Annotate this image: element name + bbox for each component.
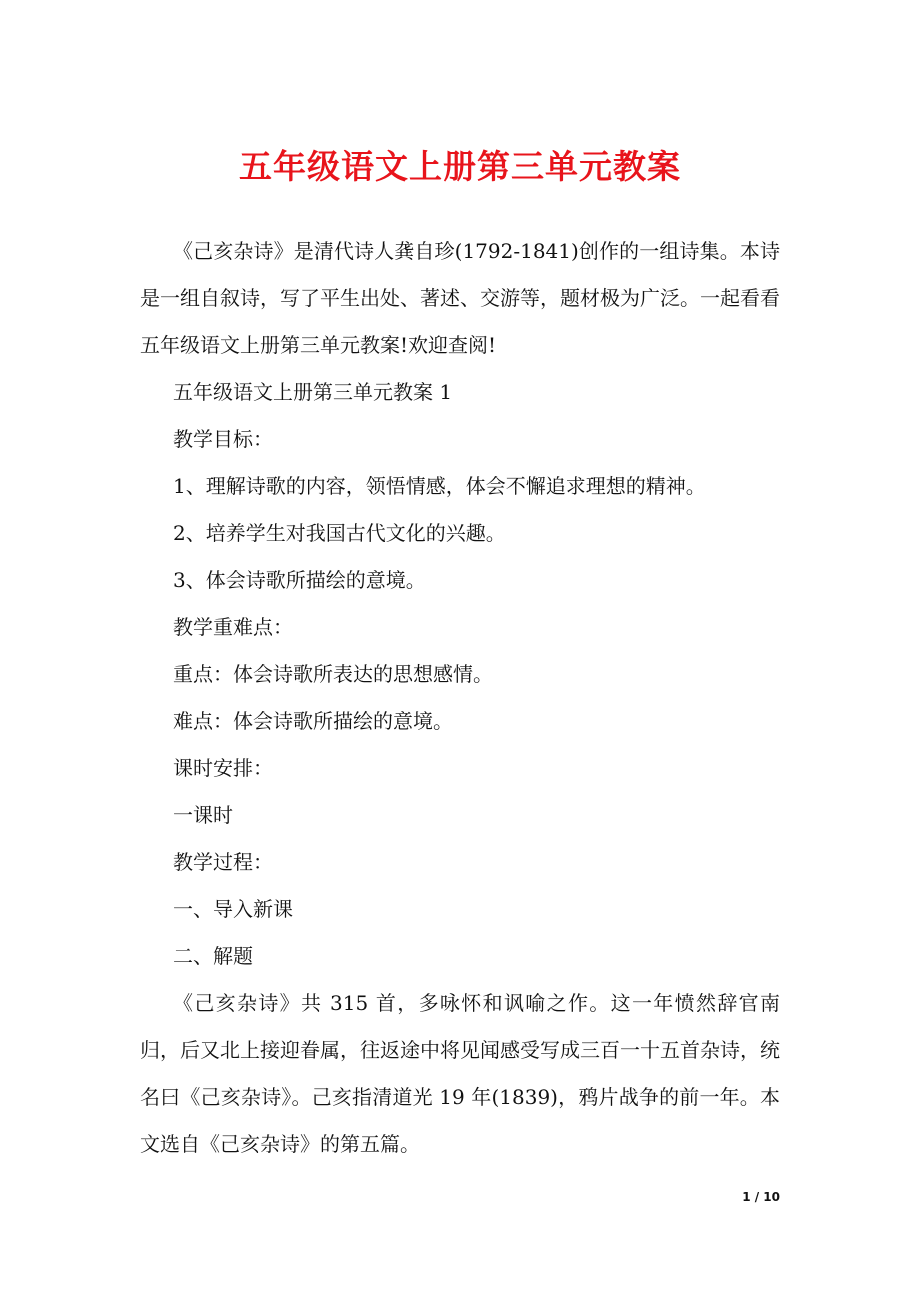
- intro-paragraph: 《己亥杂诗》是清代诗人龚自珍(1792-1841)创作的一组诗集。本诗是一组自叙诗，写了平生出处、著述、交游等，题材极为广泛。一起看看五年级语文上册第三单元教案!欢迎查阅!: [140, 239, 780, 357]
- schedule-label: 课时安排：: [173, 756, 273, 780]
- closing-paragraph: 《己亥杂诗》共 315 首，多咏怀和讽喻之作。这一年愤然辞官南归，后又北上接迎眷属，往返途中将见闻感受写成三百一十五首杂诗，统名曰《己亥杂诗》。己亥指清道光 19 年(1839)，鸦片战争的前一年。本文选自《己亥杂诗》的第五篇。: [140, 991, 780, 1156]
- key-point-item: 重点：体会诗歌所表达的思想感情。: [173, 662, 493, 686]
- process-label: 教学过程：: [173, 850, 273, 874]
- goal-item: 3、体会诗歌所描绘的意境。: [173, 568, 426, 592]
- teaching-goals-label: 教学目标：: [173, 427, 273, 451]
- document-body: [140, 228, 780, 1168]
- process-step: 一、导入新课: [173, 897, 293, 921]
- goal-item: 1、理解诗歌的内容，领悟情感，体会不懈追求理想的精神。: [173, 474, 706, 498]
- difficulty-item: 难点：体会诗歌所描绘的意境。: [173, 709, 453, 733]
- section-heading: 五年级语文上册第三单元教案 1: [173, 380, 453, 404]
- key-points-label: 教学重难点：: [173, 615, 293, 639]
- schedule-value: 一课时: [173, 803, 233, 827]
- page-number: 1 / 10: [742, 1190, 780, 1204]
- process-step: 二、解题: [173, 944, 253, 968]
- goal-item: 2、培养学生对我国古代文化的兴趣。: [173, 521, 506, 545]
- document-title: 五年级语文上册第三单元教案: [239, 147, 681, 186]
